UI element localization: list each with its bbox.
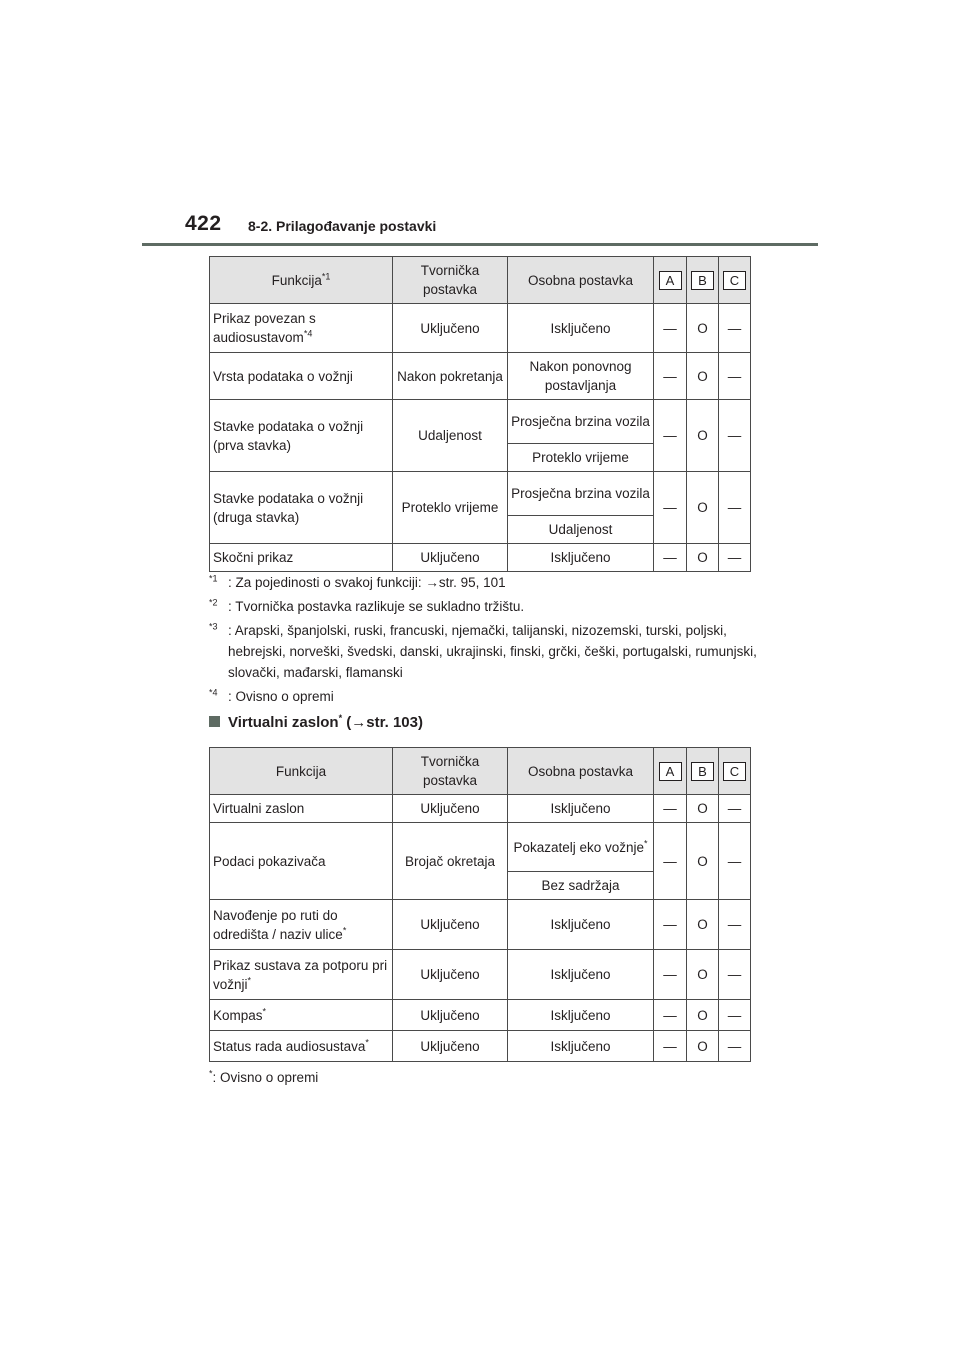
cell-custom: Prosječna brzina vozila — [508, 472, 654, 516]
cell-a: — — [654, 304, 687, 353]
footnote: $^{*3}$ : Arapski, španjolski, ruski, francuski, njemački, talijanski, nizozemski, turski, poljski, hebrejski, norveški, švedski, danski, ukrajinski, finski, grčki, češki, portugalski, rumunjski, slovački, mađarski, flamanski — [209, 621, 757, 680]
cell-c: — — [719, 472, 751, 544]
cell-custom: Isključeno — [508, 304, 654, 353]
section-title: 8-2. Prilagođavanje postavki — [248, 218, 437, 234]
footnote: $^{*4}$ : Ovisno o opremi — [209, 687, 334, 704]
cell-a: — — [654, 823, 687, 900]
cell-a: — — [654, 900, 687, 950]
cell-custom: Isključeno — [508, 1000, 654, 1031]
table-row — [210, 544, 751, 572]
table-header-row — [210, 257, 751, 304]
table-row — [210, 1000, 751, 1031]
cell-custom: Isključeno — [508, 795, 654, 823]
cell-function: Navođenje po ruti do odredišta / naziv ulice* — [210, 900, 393, 950]
cell-c: — — [719, 353, 751, 400]
footnote: $^{*1}$ : Za pojedinosti o svakoj funkciji: →str. 95, 101 — [209, 573, 506, 590]
cell-b: O — [687, 900, 719, 950]
cell-custom: Isključeno — [508, 950, 654, 1000]
cell-custom: Pokazatelj eko vožnje* — [508, 823, 654, 872]
cell-c: — — [719, 1000, 751, 1031]
cell-b: O — [687, 400, 719, 472]
cell-custom: Isključeno — [508, 900, 654, 950]
cell-function: Stavke podataka o vožnji (druga stavka) — [210, 472, 393, 544]
footnote-optional-equipment: *: Ovisno o opremi — [209, 1068, 319, 1085]
header-rule — [142, 243, 818, 246]
cell-b: O — [687, 823, 719, 900]
cell-a: — — [654, 472, 687, 544]
page-number: 422 — [185, 212, 222, 235]
cell-function: Vrsta podataka o vožnji — [210, 353, 393, 400]
cell-b: O — [687, 544, 719, 572]
footnote: $^{*2}$ : Tvornička postavka razlikuje se sukladno tržištu. — [209, 597, 525, 614]
cell-c: — — [719, 900, 751, 950]
cell-factory: Uključeno — [393, 795, 508, 823]
cell-factory: Udaljenost — [393, 400, 508, 472]
cell-b: O — [687, 304, 719, 353]
header-a: A — [654, 257, 687, 304]
cell-custom: Isključeno — [508, 1031, 654, 1062]
cell-a: — — [654, 544, 687, 572]
table-row — [210, 823, 751, 872]
cell-function: Prikaz sustava za potporu pri vožnji* — [210, 950, 393, 1000]
cell-b: O — [687, 1031, 719, 1062]
cell-a: — — [654, 400, 687, 472]
header-b: B — [687, 257, 719, 304]
cell-b: O — [687, 795, 719, 823]
header-custom-setting: Osobna postavka — [508, 257, 654, 304]
cell-b: O — [687, 353, 719, 400]
square-bullet-icon — [209, 716, 220, 727]
settings-table-2 — [209, 747, 751, 1062]
cell-function: Kompas* — [210, 1000, 393, 1031]
cell-c: — — [719, 795, 751, 823]
header-a: A — [654, 748, 687, 795]
cell-c: — — [719, 544, 751, 572]
cell-factory: Uključeno — [393, 1031, 508, 1062]
settings-table-1 — [209, 256, 751, 572]
cell-custom: Nakon ponovnog postavljanja — [508, 353, 654, 400]
cell-custom: Prosječna brzina vozila — [508, 400, 654, 444]
cell-c: — — [719, 304, 751, 353]
cell-function: Prikaz povezan s audiosustavom$^{*4}$ — [210, 304, 393, 353]
header-b: B — [687, 748, 719, 795]
cell-a: — — [654, 1031, 687, 1062]
cell-custom: Proteklo vrijeme — [508, 444, 654, 472]
subheading-virtual-display: Virtualni zaslon* (→str. 103) — [209, 714, 423, 731]
table-row — [210, 400, 751, 444]
cell-c: — — [719, 1031, 751, 1062]
cell-factory: Nakon pokretanja — [393, 353, 508, 400]
table-row — [210, 353, 751, 400]
cell-a: — — [654, 950, 687, 1000]
cell-factory: Uključeno — [393, 544, 508, 572]
cell-factory: Uključeno — [393, 304, 508, 353]
cell-a: — — [654, 353, 687, 400]
header-function: Funkcija — [210, 748, 393, 795]
cell-c: — — [719, 950, 751, 1000]
cell-factory: Uključeno — [393, 900, 508, 950]
header-factory-setting: Tvornička postavka — [393, 257, 508, 304]
cell-factory: Uključeno — [393, 1000, 508, 1031]
table-row — [210, 1031, 751, 1062]
header-factory-setting: Tvornička postavka — [393, 748, 508, 795]
header-custom-setting: Osobna postavka — [508, 748, 654, 795]
header-c: C — [719, 257, 751, 304]
cell-custom: Bez sadržaja — [508, 872, 654, 900]
cell-b: O — [687, 950, 719, 1000]
cell-a: — — [654, 795, 687, 823]
header-function: Funkcija$^{*1}$ — [210, 257, 393, 304]
footnotes — [209, 572, 769, 710]
cell-factory: Proteklo vrijeme — [393, 472, 508, 544]
table-row — [210, 795, 751, 823]
table-row — [210, 950, 751, 1000]
cell-b: O — [687, 1000, 719, 1031]
cell-b: O — [687, 472, 719, 544]
cell-custom: Udaljenost — [508, 516, 654, 544]
cell-custom: Isključeno — [508, 544, 654, 572]
table-row — [210, 900, 751, 950]
cell-function: Status rada audiosustava* — [210, 1031, 393, 1062]
cell-function: Skočni prikaz — [210, 544, 393, 572]
table-row — [210, 304, 751, 353]
header-c: C — [719, 748, 751, 795]
cell-c: — — [719, 400, 751, 472]
cell-function: Virtualni zaslon — [210, 795, 393, 823]
cell-function: Stavke podataka o vožnji (prva stavka) — [210, 400, 393, 472]
cell-a: — — [654, 1000, 687, 1031]
cell-factory: Uključeno — [393, 950, 508, 1000]
table-row — [210, 472, 751, 516]
table-header-row — [210, 748, 751, 795]
cell-c: — — [719, 823, 751, 900]
cell-function: Podaci pokazivača — [210, 823, 393, 900]
cell-factory: Brojač okretaja — [393, 823, 508, 900]
